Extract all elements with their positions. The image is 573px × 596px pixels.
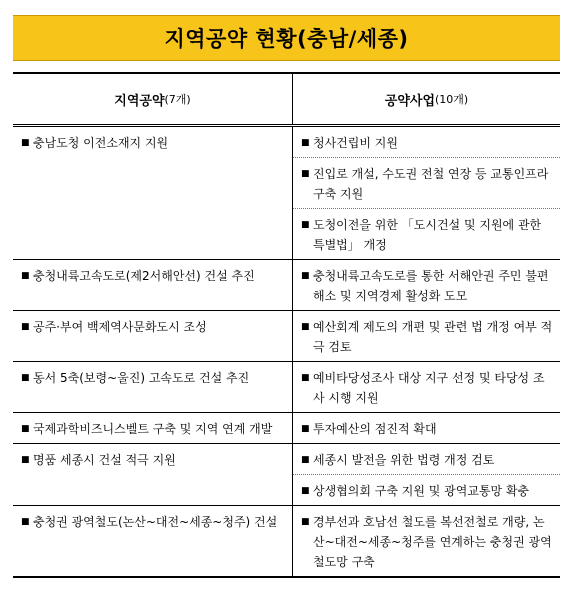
pledge-table <box>13 72 560 578</box>
bullet-icon: ■ <box>301 486 310 496</box>
pledge-cell <box>13 413 293 443</box>
pledge-text: 국제과학비즈니스벨트 구축 및 지역 연계 개발 <box>33 422 273 436</box>
project-text: 상생협의회 구축 지원 및 광역교통망 확충 <box>313 484 530 498</box>
bullet-icon: ■ <box>301 220 310 230</box>
project-text: 세종시 발전을 위한 법령 개정 검토 <box>313 453 495 467</box>
project-item <box>293 444 560 475</box>
header-pledge-projects <box>293 74 560 124</box>
pledge-cell <box>13 311 293 361</box>
title-bar <box>13 15 560 61</box>
header-right-count: (10개) <box>435 93 469 106</box>
pledge-text: 충청내륙고속도로(제2서해안선) 건설 추진 <box>33 269 255 283</box>
pledge-cell <box>13 260 293 310</box>
bullet-icon: ■ <box>301 424 310 434</box>
project-text: 예산회계 제도의 개편 및 관련 법 개정 여부 적극 검토 <box>313 320 553 354</box>
bullet-icon: ■ <box>301 517 310 527</box>
bullet-icon: ■ <box>301 455 310 465</box>
projects-cell <box>293 260 560 310</box>
projects-cell <box>293 311 560 361</box>
bullet-icon: ■ <box>21 271 30 281</box>
project-item <box>293 260 560 310</box>
pledge-text: 충남도청 이전소재지 지원 <box>33 136 169 150</box>
table-row <box>13 413 560 444</box>
table-row <box>13 444 560 506</box>
project-text: 예비타당성조사 대상 지구 선정 및 타당성 조사 시행 지원 <box>313 371 545 405</box>
projects-cell <box>293 362 560 412</box>
pledge-cell <box>13 362 293 412</box>
header-left-count: (7개) <box>164 93 191 106</box>
project-item <box>293 158 560 209</box>
project-item <box>293 506 560 576</box>
page-title: 지역공약 현황(충남/세종) <box>164 27 409 51</box>
pledge-text: 명품 세종시 건설 적극 지원 <box>33 453 176 467</box>
table-row <box>13 506 560 578</box>
project-item <box>293 475 560 505</box>
pledge-text: 공주·부여 백제역사문화도시 조성 <box>33 320 207 334</box>
table-row <box>13 362 560 413</box>
project-text: 충청내륙고속도로를 통한 서해안권 주민 불편 해소 및 지역경제 활성화 도모 <box>313 269 549 303</box>
bullet-icon: ■ <box>301 271 310 281</box>
bullet-icon: ■ <box>301 169 310 179</box>
project-text: 투자예산의 점진적 확대 <box>313 422 437 436</box>
table-row <box>13 127 560 260</box>
bullet-icon: ■ <box>21 322 30 332</box>
bullet-icon: ■ <box>301 322 310 332</box>
header-left-label: 지역공약 <box>114 93 165 109</box>
project-text: 경부선과 호남선 철도를 복선전철로 개량, 논산~대전~세종~청주를 연계하는 충청권 광역철도망 구축 <box>313 515 552 569</box>
bullet-icon: ■ <box>301 373 310 383</box>
project-item <box>293 127 560 158</box>
bullet-icon: ■ <box>21 424 30 434</box>
project-text: 진입로 개설, 수도권 전철 연장 등 교통인프라 구축 지원 <box>313 167 549 201</box>
project-item <box>293 209 560 259</box>
pledge-cell <box>13 127 293 259</box>
header-right-label: 공약사업 <box>384 93 435 109</box>
bullet-icon: ■ <box>21 517 30 527</box>
bullet-icon: ■ <box>301 138 310 148</box>
project-item <box>293 413 560 443</box>
projects-cell <box>293 413 560 443</box>
project-item <box>293 362 560 412</box>
project-text: 도청이전을 위한 「도시건설 및 지원에 관한 특별법」 개정 <box>313 218 542 252</box>
table-row <box>13 311 560 362</box>
table-row <box>13 260 560 311</box>
projects-cell <box>293 444 560 505</box>
bullet-icon: ■ <box>21 138 30 148</box>
projects-cell <box>293 506 560 576</box>
project-item <box>293 311 560 361</box>
table-header <box>13 72 560 127</box>
projects-cell <box>293 127 560 259</box>
header-regional-pledge <box>13 74 293 124</box>
pledge-text: 동서 5축(보령~울진) 고속도로 건설 추진 <box>33 371 250 385</box>
pledge-text: 충청권 광역철도(논산~대전~세종~청주) 건설 <box>33 515 278 529</box>
project-text: 청사건립비 지원 <box>313 136 398 150</box>
pledge-cell <box>13 506 293 576</box>
bullet-icon: ■ <box>21 373 30 383</box>
bullet-icon: ■ <box>21 455 30 465</box>
pledge-cell <box>13 444 293 505</box>
